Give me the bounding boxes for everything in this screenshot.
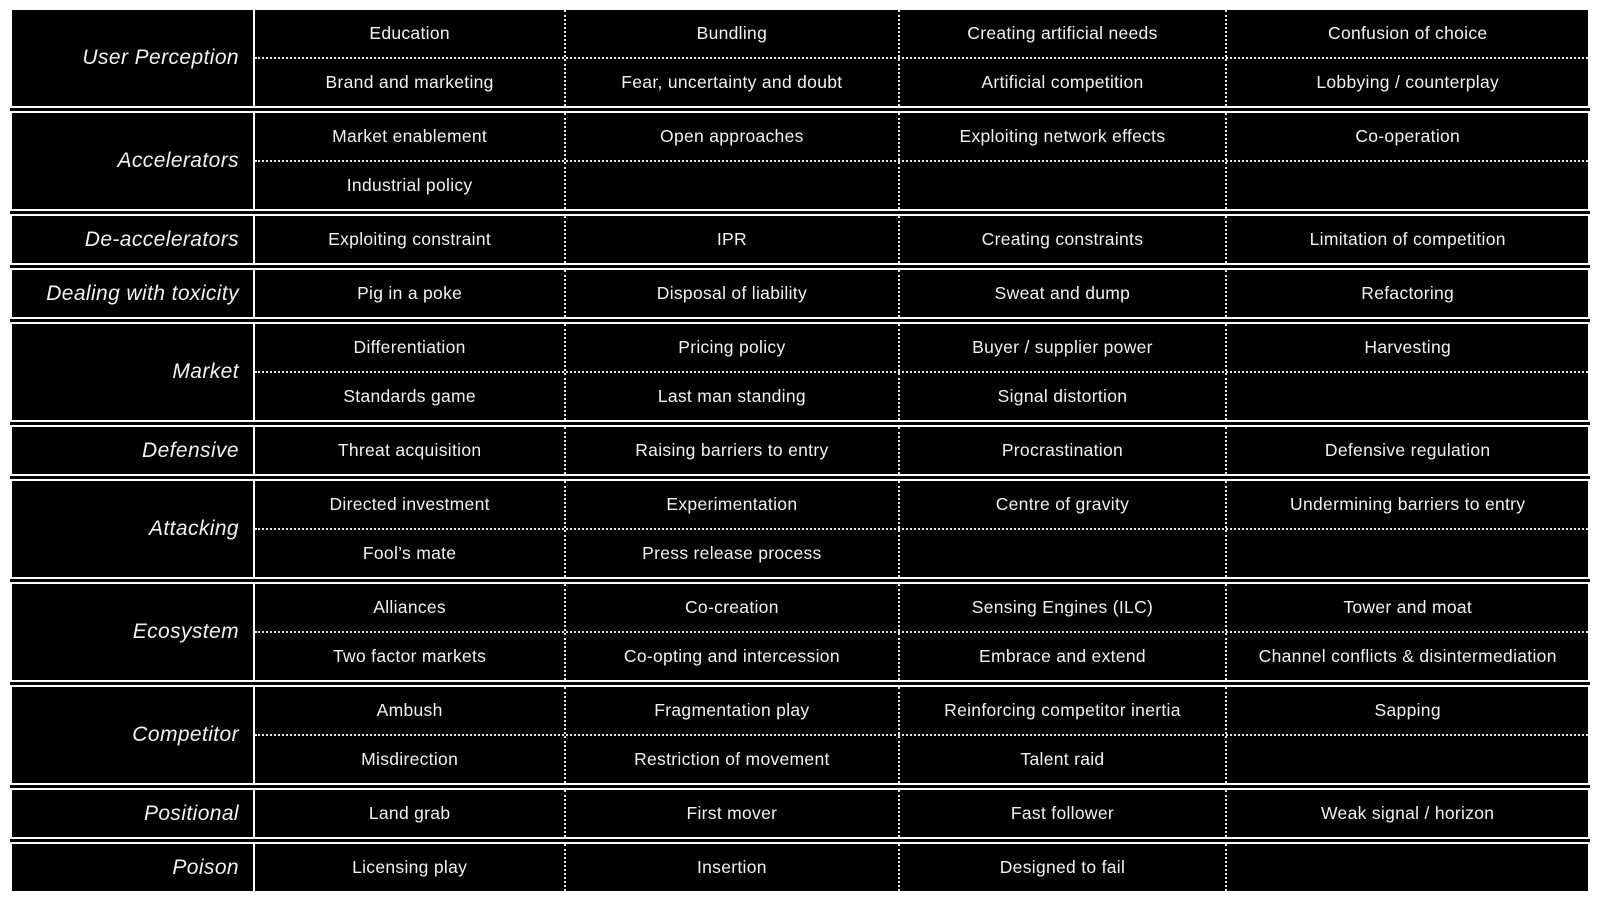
gameplay-cell: Directed investment [329,494,490,514]
gameplay-cell [1225,530,1588,577]
gameplay-cell: Reinforcing competitor inertia [898,687,1226,734]
gameplay-cell: Fast follower [898,790,1226,837]
category-group [10,582,1590,682]
category-rows [255,113,1588,209]
gameplay-cell: Ambush [376,700,443,720]
gameplay-cell: Tower and moat [1225,584,1588,631]
gameplay-cell: Open approaches [564,113,897,160]
category-rows [255,270,1588,317]
table-row [255,631,1588,680]
gameplay-cell: Fear, uncertainty and doubt [564,59,897,106]
table-row [255,528,1588,577]
category-label: User Perception [12,10,255,106]
gameplay-cell: Harvesting [1225,324,1588,371]
category-label: Competitor [12,687,255,783]
gameplay-cell: Misdirection [361,749,459,769]
gameplay-cell: Pig in a poke [357,283,463,303]
gameplay-cell: IPR [564,216,897,263]
gameplay-cell: Differentiation [353,337,466,357]
gameplay-cell: Industrial policy [346,175,473,195]
gameplay-cell: Undermining barriers to entry [1225,481,1588,528]
gameplay-cell: Co-operation [1225,113,1588,160]
category-label: Market [12,324,255,420]
gameplay-cell: Pricing policy [564,324,897,371]
gameplay-cell: Sweat and dump [898,270,1226,317]
gameplay-cell: Limitation of competition [1225,216,1588,263]
category-group [10,685,1590,785]
table-row [255,734,1588,783]
gameplay-table [10,8,1590,893]
category-group [10,111,1590,211]
table-row [255,481,1588,528]
category-rows [255,481,1588,577]
category-label: Ecosystem [12,584,255,680]
gameplay-cell: Last man standing [564,373,897,420]
gameplay-cell: Weak signal / horizon [1225,790,1588,837]
category-label: Defensive [12,427,255,474]
gameplay-cell: Market enablement [332,126,488,146]
gameplay-cell: Buyer / supplier power [898,324,1226,371]
gameplay-cell: Defensive regulation [1225,427,1588,474]
gameplay-cell: Two factor markets [333,646,487,666]
gameplay-cell [898,530,1226,577]
table-row [255,584,1588,631]
category-group [10,322,1590,422]
gameplay-cell: Standards game [343,386,476,406]
gameplay-cell: Fool’s mate [362,543,457,563]
table-row [255,160,1588,209]
table-row [255,324,1588,371]
gameplay-cell: Artificial competition [898,59,1226,106]
gameplay-cell: Co-creation [564,584,897,631]
gameplay-cell [1225,162,1588,209]
category-rows [255,687,1588,783]
table-row [255,790,1588,837]
table-row [255,844,1588,891]
category-rows [255,790,1588,837]
gameplay-cell: Procrastination [898,427,1226,474]
gameplay-cell: Confusion of choice [1225,10,1588,57]
gameplay-cell: Sapping [1225,687,1588,734]
table-row [255,371,1588,420]
gameplay-cell: Embrace and extend [898,633,1226,680]
category-group [10,214,1590,265]
gameplay-cell: Designed to fail [898,844,1226,891]
category-group [10,8,1590,108]
gameplay-cell: Lobbying / counterplay [1225,59,1588,106]
category-group [10,788,1590,839]
table-row [255,687,1588,734]
gameplay-cell: Disposal of liability [564,270,897,317]
gameplay-cell: Experimentation [564,481,897,528]
gameplay-cell: Brand and marketing [325,72,494,92]
category-group [10,842,1590,893]
category-label: Attacking [12,481,255,577]
gameplay-cell: Creating artificial needs [898,10,1226,57]
gameplay-cell: Creating constraints [898,216,1226,263]
gameplay-cell: Refactoring [1225,270,1588,317]
gameplay-cell: Talent raid [898,736,1226,783]
gameplay-cell [1225,736,1588,783]
table-row [255,10,1588,57]
gameplay-cell: Alliances [373,597,446,617]
table-row [255,427,1588,474]
category-label: Dealing with toxicity [12,270,255,317]
gameplay-cell: Raising barriers to entry [564,427,897,474]
gameplay-cell [1225,844,1588,891]
gameplay-cell: Exploiting network effects [898,113,1226,160]
category-group [10,268,1590,319]
category-label: Positional [12,790,255,837]
gameplay-cell: Sensing Engines (ILC) [898,584,1226,631]
category-rows [255,427,1588,474]
category-rows [255,584,1588,680]
gameplay-cell: Insertion [564,844,897,891]
category-rows [255,324,1588,420]
gameplay-cell: Education [369,23,450,43]
gameplay-cell: Exploiting constraint [328,229,492,249]
gameplay-cell: Press release process [564,530,897,577]
category-label: Accelerators [12,113,255,209]
gameplay-cell: Threat acquisition [337,440,482,460]
gameplay-cell [564,162,897,209]
gameplay-cell: First mover [564,790,897,837]
category-rows [255,844,1588,891]
gameplay-cell: Fragmentation play [564,687,897,734]
gameplay-cell: Land grab [368,803,451,823]
gameplay-cell [1225,373,1588,420]
table-row [255,57,1588,106]
category-label: De-accelerators [12,216,255,263]
category-group [10,425,1590,476]
gameplay-cell: Licensing play [352,857,468,877]
category-label: Poison [12,844,255,891]
gameplay-cell [898,162,1226,209]
category-group [10,479,1590,579]
gameplay-cell: Restriction of movement [564,736,897,783]
gameplay-cell: Co-opting and intercession [564,633,897,680]
table-row [255,216,1588,263]
table-row [255,113,1588,160]
gameplay-cell: Centre of gravity [898,481,1226,528]
category-rows [255,10,1588,106]
gameplay-cell: Signal distortion [898,373,1226,420]
gameplay-cell: Bundling [564,10,897,57]
table-row [255,270,1588,317]
category-rows [255,216,1588,263]
gameplay-cell: Channel conflicts & disintermediation [1225,633,1588,680]
